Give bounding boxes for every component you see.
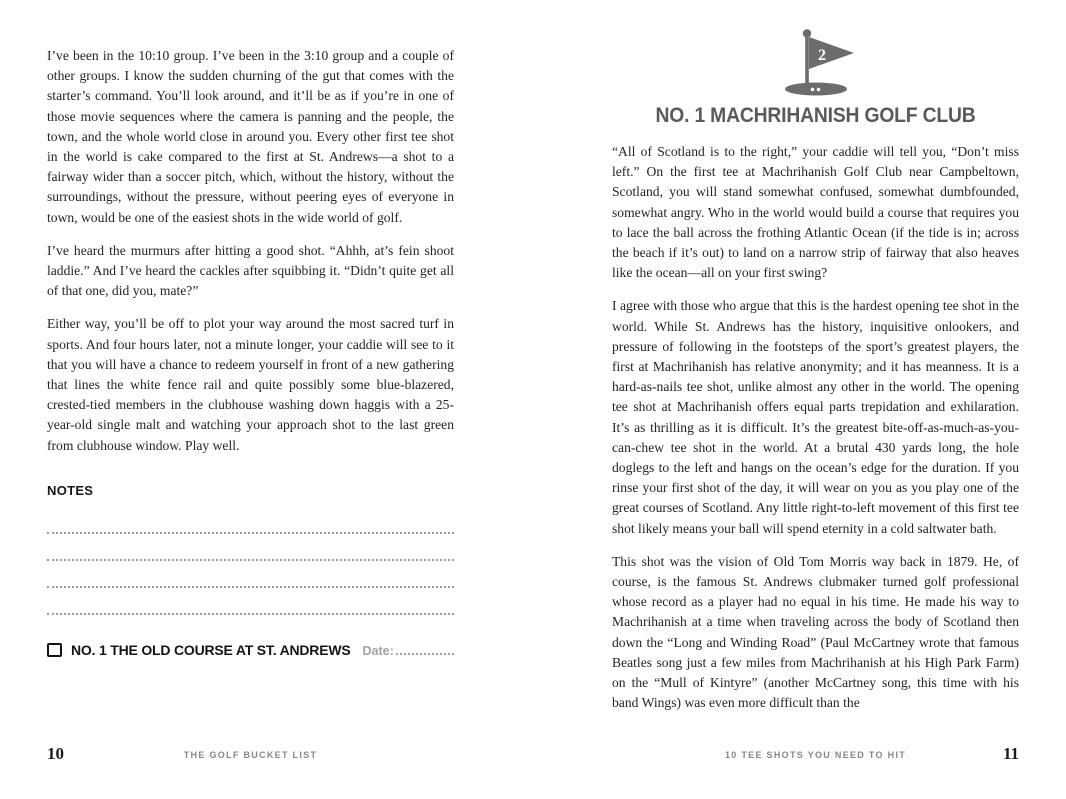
running-title-right: 10 TEE SHOTS YOU NEED TO HIT [724, 750, 907, 760]
checklist-label: NO. 1 THE OLD COURSE AT ST. ANDREWS [71, 641, 351, 658]
left-body-text [47, 46, 454, 456]
paragraph: Either way, you’ll be off to plot your way around the most sacred turf in sports. And four hours later, not a minute longer, your caddie will see to it that you will have a chance to redeem yourself in front of a new gathering that lines the white fence rail and quite possibly some blue-blazered, crested-tied members in the clubhouse washing down haggis with a 25-year-old single malt and watching your approach shot to the last green from clubhouse window. Play well. [47, 316, 454, 453]
notes-heading: NOTES [47, 482, 94, 498]
checklist-row [47, 642, 454, 658]
page-left [47, 46, 454, 658]
running-title-left: THE GOLF BUCKET LIST [183, 750, 318, 760]
paragraph: I agree with those who argue that this is the hardest opening tee shot in the world. While St. Andrews has the history, inquisitive onlookers, and pressure of following in the footsteps of the sport’s greatest players, the first at Machrihanish has relative anonymity; and it has meanness. It is a hard-as-nails tee shot, unlike almost any other in the world. The opening tee shot at Machrihanish offers equal parts trepidation and exhilaration. It’s as thrilling as it is difficult. It’s the greatest bite-off-as-much-as-you-can-chew tee shot in the world. At a brutal 430 yards long, the hole doglegs to the left and hangs on the ocean’s edge for the duration. If you rinse your first shot of the day, it will wear on you as you play one of the great courses of Scotland. Any little right-to-left movement of this first tee shot likely means your ball will spend eternity in a cold saltwater bath. [612, 298, 1019, 536]
page-right [612, 28, 1019, 713]
checkbox-icon [47, 643, 62, 657]
date-dotted-line [396, 653, 454, 655]
chapter-title: NO. 1 MACHRIHANISH GOLF CLUB [655, 104, 976, 127]
chapter-icon-wrap [612, 28, 1019, 98]
paragraph: This shot was the vision of Old Tom Morris way back in 1879. He, of course, is the famous St. Andrews clubmaker turned golf professional whose record as a player had no equal in his time. He made his way to Machrihanish at a time when traveling across the body of Scotland then down the “Long and Winding Road” (Paul McCartney wrote that famous Beatles song just a few miles from Machrihanish at his High Park Farm) on the “Mull of Kintyre” (another McCartney song, this time with his band Wings) was even more difficult than the [612, 553, 1019, 711]
right-body-text [612, 142, 1019, 713]
notes-dotted-line [47, 561, 454, 588]
date-label: Date: [362, 643, 394, 658]
page-number-right: 11 [1002, 744, 1019, 763]
flag-number: 2 [817, 47, 826, 64]
notes-dotted-line [47, 507, 454, 534]
page-number-left: 10 [47, 744, 64, 763]
paragraph: I’ve been in the 10:10 group. I’ve been in the 3:10 group and a couple of other groups. I know the sudden churning of the gut that comes with the starter’s command. You’ll look around, and it’ll be as if you’re in one of those movie sequences where the camera is panning and the people, the town, and the whole world close in around you. Every other first tee shot in the world is cake compared to the first at St. Andrews—a shot to a fairway wider than a soccer pitch, which, without the history, without the surroundings, without the pressure, without peering eyes of everyone in town, would be one of the easiest shots in the wide world of golf. [47, 48, 454, 225]
paragraph: “All of Scotland is to the right,” your caddie will tell you, “Don’t miss left.” On the first tee at Machrihanish Golf Club near Campbeltown, Scotland, you will stand somewhat confused, somewhat dumbfounded, somewhat angry. Who in the world would build a course that requires you to lace the ball across the frothing Atlantic Ocean (if the tide is in; across the beach if it’s out) to land on a narrow strip of fairway that also heaves like the ocean—all on your first swing? [612, 144, 1019, 281]
paragraph: I’ve heard the murmurs after hitting a good shot. “Ahhh, at’s fein shoot laddie.” And I’ve heard the cackles after squibbing it. “Didn’t quite get all of that one, did you, mate?” [47, 242, 454, 299]
golf-flag-icon [766, 28, 866, 98]
notes-dotted-line [47, 534, 454, 561]
notes-lines [47, 507, 454, 615]
notes-dotted-line [47, 588, 454, 615]
